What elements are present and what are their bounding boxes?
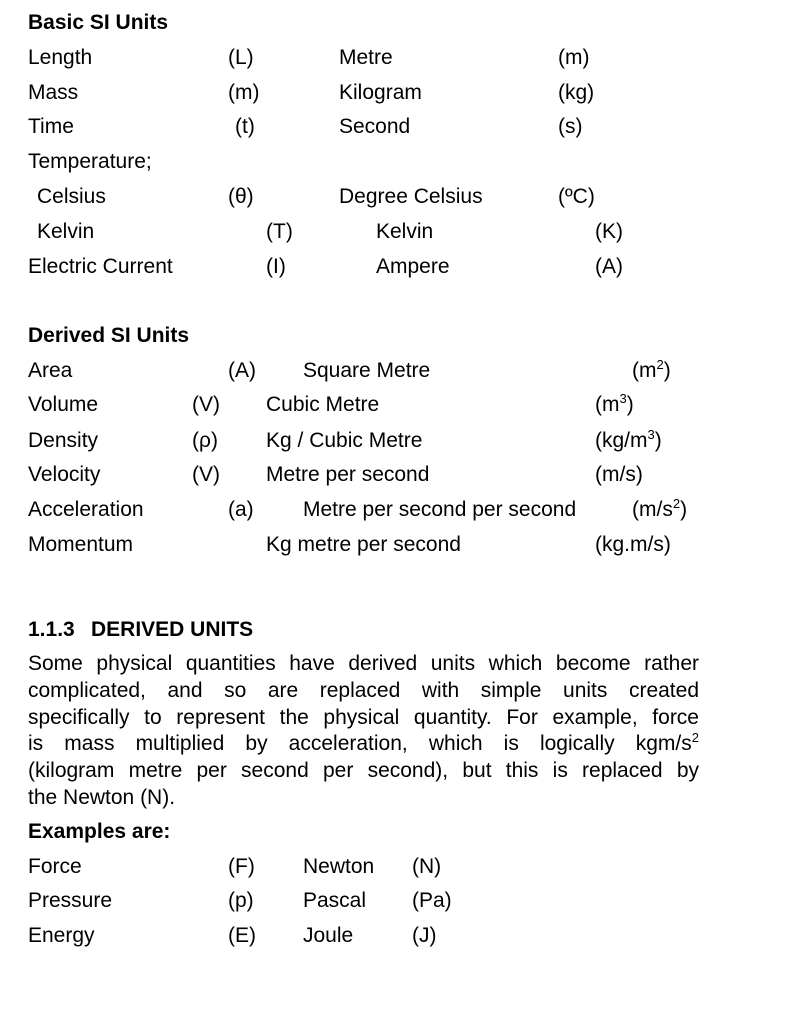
paragraph-line: complicated, and so are replaced with simple units created [28, 678, 699, 702]
abbr-kelvin: (K) [595, 220, 623, 243]
abbr-celsius: (ºC) [558, 185, 595, 208]
abbr-time: (s) [558, 115, 583, 138]
abbr-pressure: (Pa) [412, 889, 452, 912]
section-title: DERIVED UNITS [91, 618, 254, 641]
superscript: 3 [647, 427, 655, 442]
quantity-pressure: Pressure [28, 889, 113, 912]
unit-area: Square Metre [303, 359, 431, 382]
quantity-energy: Energy [28, 924, 95, 947]
unit-density: Kg / Cubic Metre [266, 429, 423, 452]
symbol-density: (ρ) [192, 429, 218, 452]
quantity-kelvin: Kelvin [37, 220, 95, 243]
quantity-celsius: Celsius [37, 185, 106, 208]
quantity-velocity: Velocity [28, 463, 101, 486]
quantity-time: Time [28, 115, 74, 138]
unit-pressure: Pascal [303, 889, 367, 912]
symbol-volume: (V) [192, 393, 220, 416]
derived-si-units-heading: Derived SI Units [28, 324, 190, 347]
derived-units-paragraph [28, 651, 699, 812]
quantity-momentum: Momentum [28, 533, 134, 556]
symbol-energy: (E) [228, 924, 256, 947]
abbr-density: $(kg/m^3)$ [595, 427, 662, 452]
quantity-electric-current: Electric Current [28, 255, 173, 278]
quantity-force: Force [28, 855, 82, 878]
unit-force: Newton [303, 855, 375, 878]
abbr-force: (N) [412, 855, 442, 878]
unit-momentum: Kg metre per second [266, 533, 461, 556]
quantity-mass: Mass [28, 81, 79, 104]
symbol-acceleration: (a) [228, 498, 254, 521]
unit-electric-current: Ampere [376, 255, 450, 278]
unit-volume: Cubic Metre [266, 393, 380, 416]
abbr-area: $(m^2)$ [632, 357, 671, 382]
superscript: 3 [619, 391, 627, 406]
symbol-velocity: (V) [192, 463, 220, 486]
superscript: 2 [672, 496, 681, 511]
abbr-momentum: (kg.m/s) [595, 533, 671, 556]
paragraph-line: the Newton (N). [28, 785, 176, 809]
paragraph-line: specifically to represent the physical quantity. For example, force [28, 705, 699, 729]
abbr-volume: $(m^3)$ [595, 391, 634, 416]
abbr-electric-current: (A) [595, 255, 623, 278]
unit-kelvin: Kelvin [376, 220, 434, 243]
symbol-length: (L) [228, 46, 254, 69]
abbr-acceleration: $(m/s^2)$ [632, 496, 688, 521]
quantity-area: Area [28, 359, 73, 382]
quantity-acceleration: Acceleration [28, 498, 144, 521]
paragraph-line: is mass multiplied by acceleration, which is logically kgm/$s^2$ [28, 730, 699, 756]
section-number: 1.1.3 [28, 618, 75, 641]
superscript: 2 [691, 730, 699, 746]
unit-energy: Joule [303, 924, 354, 947]
abbr-energy: (J) [412, 924, 437, 947]
abbr-velocity: (m/s) [595, 463, 643, 486]
paragraph-line: (kilogram metre per second per second), but this is replaced by [28, 759, 699, 783]
unit-time: Second [339, 115, 411, 138]
symbol-electric-current: (I) [266, 255, 286, 278]
abbr-mass: (kg) [558, 81, 595, 104]
unit-celsius: Degree Celsius [339, 185, 483, 208]
unit-mass: Kilogram [339, 81, 422, 104]
examples-heading: Examples are: [28, 820, 171, 843]
symbol-time: (t) [235, 115, 255, 138]
unit-length: Metre [339, 46, 393, 69]
symbol-force: (F) [228, 855, 255, 878]
basic-si-units-heading: Basic SI Units [28, 11, 169, 34]
abbr-length: (m) [558, 46, 590, 69]
quantity-volume: Volume [28, 393, 99, 416]
quantity-length: Length [28, 46, 93, 69]
quantity-density: Density [28, 429, 99, 452]
superscript: 2 [656, 357, 664, 372]
symbol-pressure: (p) [228, 889, 254, 912]
symbol-kelvin: (T) [266, 220, 293, 243]
symbol-area: (A) [228, 359, 256, 382]
symbol-mass: (m) [228, 81, 260, 104]
quantity-temperature: Temperature; [28, 150, 152, 173]
symbol-celsius: (θ) [228, 185, 254, 208]
unit-acceleration: Metre per second per second [303, 498, 577, 521]
unit-velocity: Metre per second [266, 463, 430, 486]
paragraph-line: Some physical quantities have derived units which become rather [28, 652, 699, 675]
